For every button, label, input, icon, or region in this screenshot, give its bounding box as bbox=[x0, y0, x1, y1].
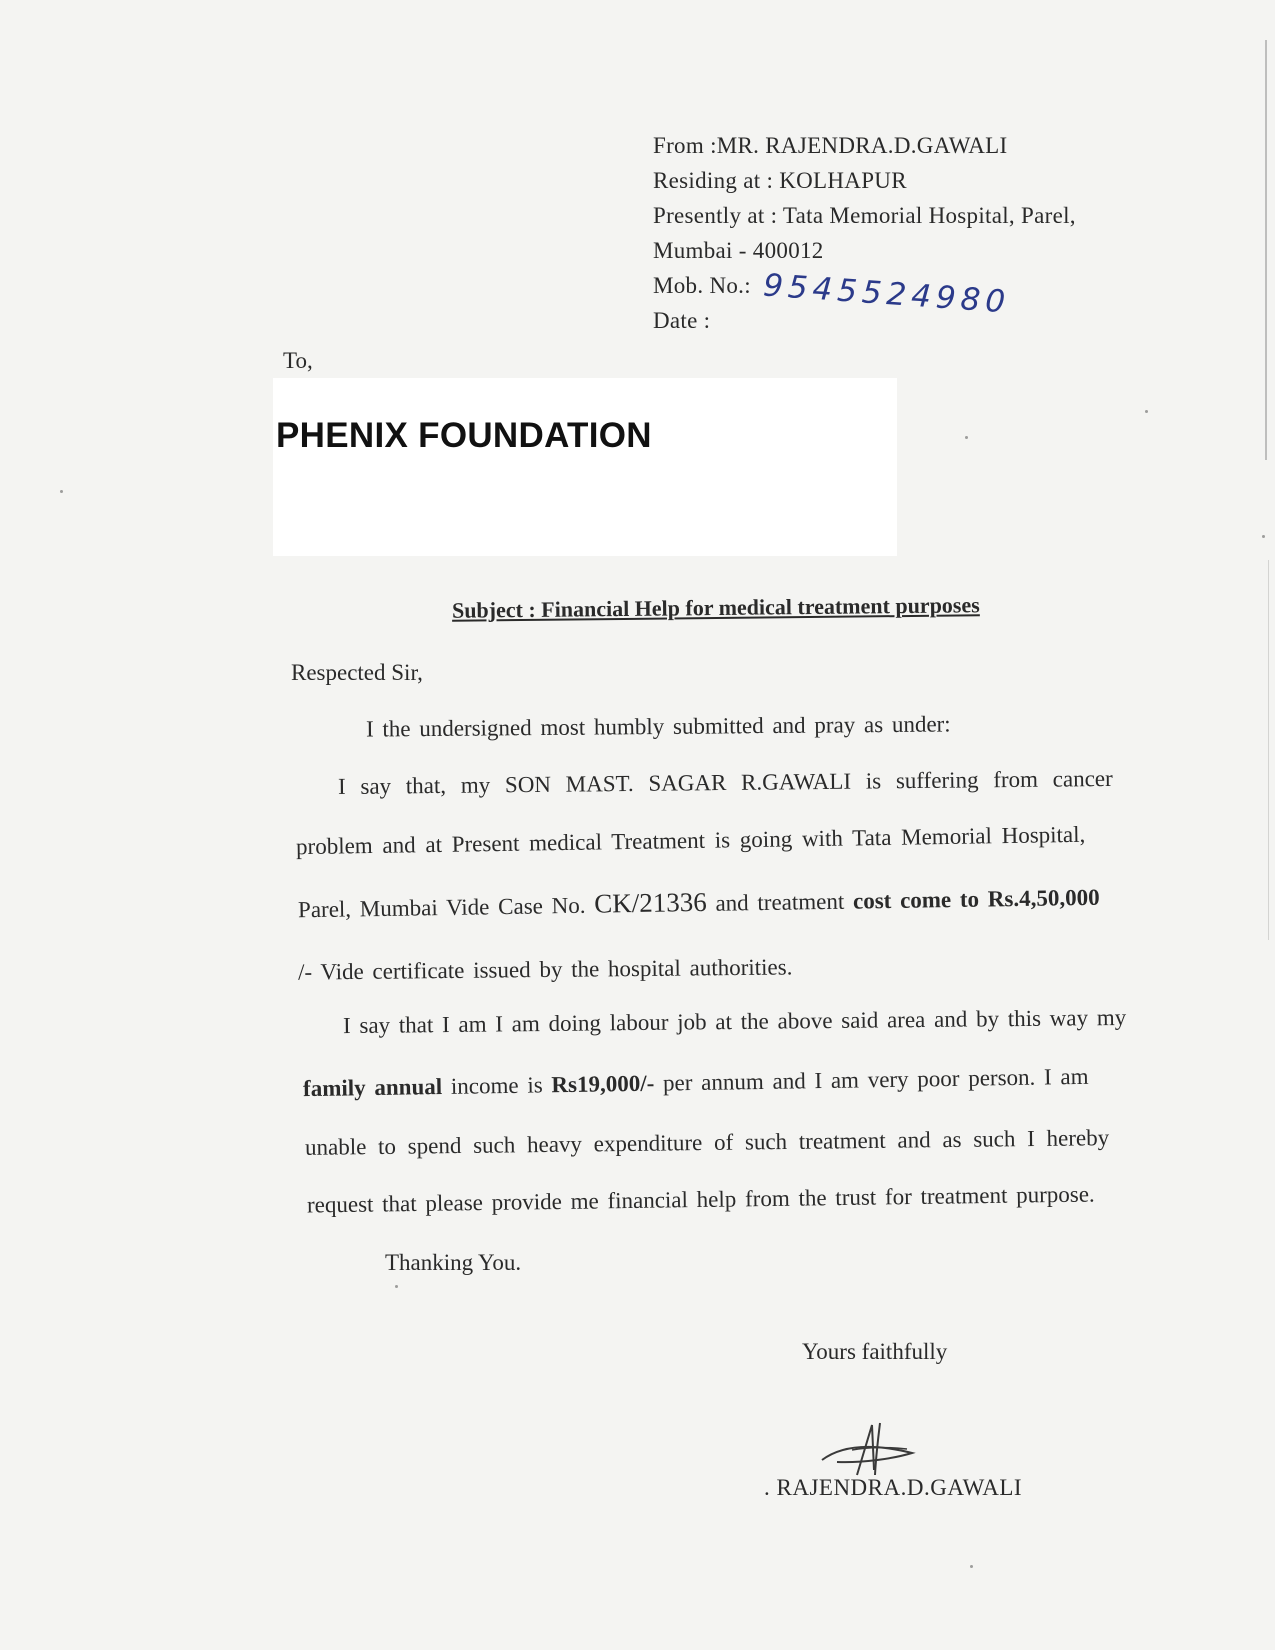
salutation: Respected Sir, bbox=[291, 660, 423, 685]
family-annual-label: family annual bbox=[302, 1073, 443, 1102]
treatment-cost: cost come to Rs.4,50,000 bbox=[852, 884, 1100, 914]
to-label: To, bbox=[283, 348, 313, 373]
sender-city: Mumbai - 400012 bbox=[653, 238, 824, 263]
scan-speck bbox=[395, 1285, 398, 1288]
body-line: unable to spend such heavy expenditure of such treatment and as such I hereby bbox=[304, 1125, 1110, 1160]
body-line: /- Vide certificate issued by the hospital authorities. bbox=[297, 954, 793, 985]
scan-speck bbox=[60, 490, 63, 493]
closing-line: Yours faithfully bbox=[802, 1339, 948, 1364]
scan-speck bbox=[970, 1565, 973, 1568]
handwritten-mobile-number: 9545524980 bbox=[762, 267, 1012, 321]
body-line: I say that I am I am doing labour job at the above said area and by this way my bbox=[342, 1004, 1127, 1039]
body-text: and treatment bbox=[706, 888, 854, 916]
recipient-name: PHENIX FOUNDATION bbox=[276, 416, 652, 455]
sender-residence: Residing at : KOLHAPUR bbox=[653, 168, 907, 193]
scan-speck bbox=[965, 436, 968, 439]
body-line: I the undersigned most humbly submitted and pray as under: bbox=[365, 711, 951, 742]
date-label: Date : bbox=[653, 308, 711, 333]
body-line: I say that, my SON MAST. SAGAR R.GAWALI is suffering from cancer bbox=[337, 765, 1113, 800]
body-text: income is bbox=[441, 1072, 552, 1099]
subject-line: Subject : Financial Help for medical treatment purposes bbox=[451, 592, 980, 623]
scan-edge-mark bbox=[1265, 40, 1267, 460]
scan-speck bbox=[1262, 535, 1265, 538]
body-line bbox=[303, 1064, 1089, 1102]
body-text: per annum and I am very poor person. I am bbox=[654, 1063, 1089, 1096]
annual-income: Rs19,000/- bbox=[551, 1070, 655, 1098]
sender-present-location: Presently at : Tata Memorial Hospital, Parel, bbox=[653, 203, 1076, 228]
thanking-line: Thanking You. bbox=[385, 1250, 522, 1275]
body-text: Parel, Mumbai Vide Case No. bbox=[297, 892, 595, 923]
body-line: request that please provide me financial help from the trust for treatment purpose. bbox=[306, 1181, 1095, 1218]
scan-speck bbox=[1145, 410, 1148, 413]
scan-edge-mark bbox=[1268, 560, 1269, 940]
case-number: CK/21336 bbox=[593, 886, 707, 919]
sender-name: From :MR. RAJENDRA.D.GAWALI bbox=[653, 133, 1008, 158]
signatory-name: . RAJENDRA.D.GAWALI bbox=[764, 1475, 1023, 1500]
body-line: problem and at Present medical Treatment is going with Tata Memorial Hospital, bbox=[295, 821, 1086, 860]
address-redaction-box bbox=[273, 378, 897, 556]
body-line bbox=[298, 881, 1100, 925]
mobile-label: Mob. No.: bbox=[653, 273, 751, 298]
